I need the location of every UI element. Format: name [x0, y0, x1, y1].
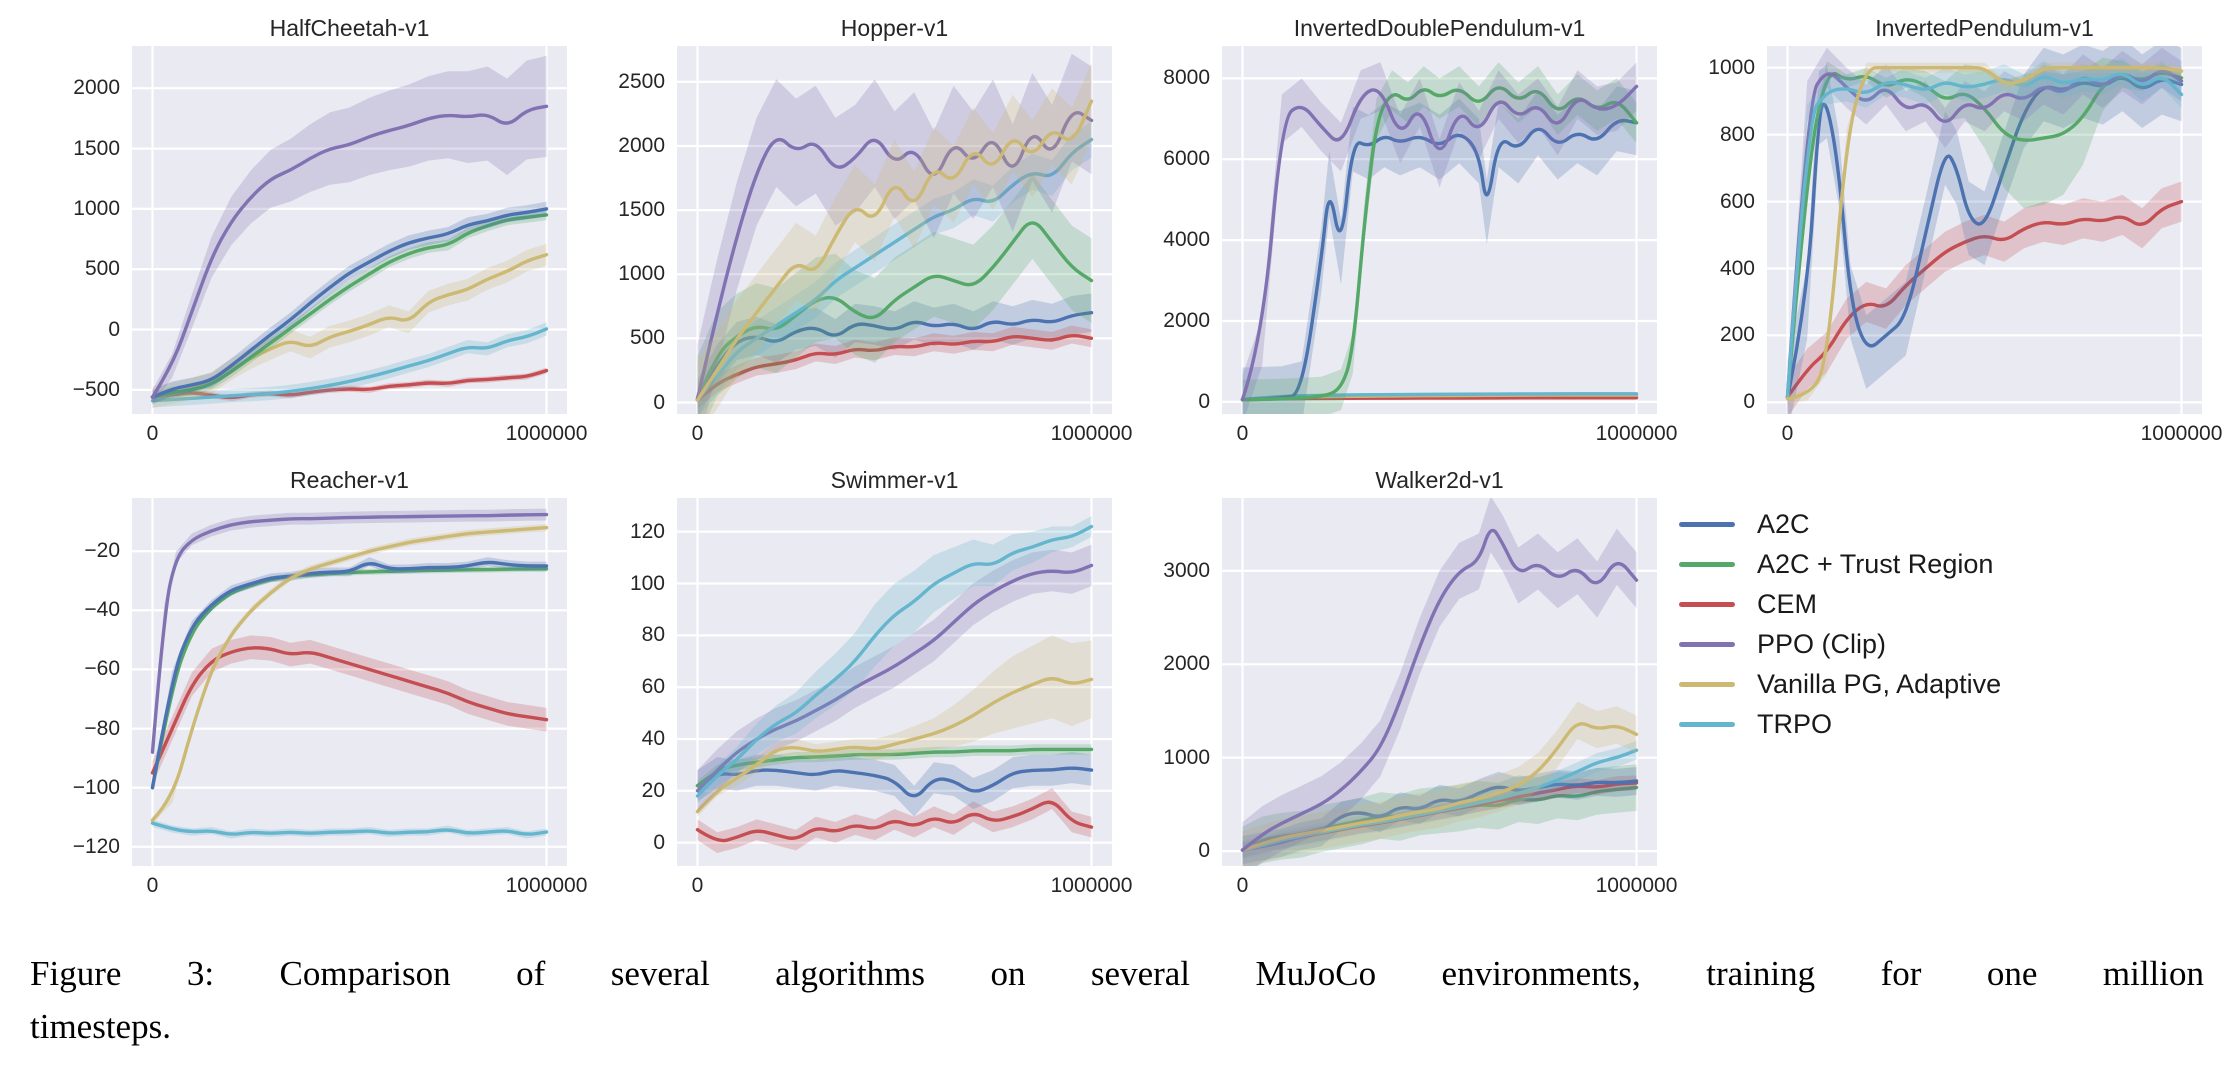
y-tick-label: 0: [1198, 389, 1210, 413]
x-tick-label: 0: [691, 422, 704, 445]
y-tick-label: 2000: [1163, 652, 1210, 676]
legend-item-trpo: [1679, 704, 2208, 744]
y-tick-label: 60: [641, 675, 665, 699]
a2c-line-swatch-icon: [1679, 522, 1735, 527]
legend-label-a2c_tr: A2C + Trust Region: [1757, 548, 1994, 579]
legend-label-vanilla: Vanilla PG, Adaptive: [1757, 668, 2002, 699]
band-ppo: [153, 509, 547, 758]
legend: [1663, 462, 2208, 914]
y-tick-label: 0: [108, 317, 120, 341]
y-tick-label: 3000: [1163, 558, 1210, 582]
legend-label-cem: CEM: [1757, 588, 1817, 619]
chart-hopper: [573, 10, 1133, 462]
y-tick-label: −20: [84, 539, 120, 563]
plot-area-invertedpendulum: [1767, 46, 2202, 414]
x-tick-label: 0: [146, 422, 159, 445]
plot-area-hopper: [677, 46, 1112, 414]
legend-item-cem: [1679, 584, 2208, 624]
chart-title-reacher: Reacher-v1: [290, 467, 409, 493]
band-cem: [153, 635, 547, 784]
y-tick-label: 0: [1198, 839, 1210, 863]
chart-inverteddoublependulum: [1118, 10, 1678, 462]
cem-line-swatch-icon: [1679, 602, 1735, 607]
chart-walker2d: [1118, 462, 1678, 914]
figure-caption: [30, 948, 2204, 1053]
band-a2c: [153, 202, 547, 405]
x-tick-label: 0: [1781, 422, 1794, 445]
x-tick-label: 0: [1236, 422, 1249, 445]
x-tick-label: 1000000: [1050, 874, 1133, 897]
y-tick-label: 500: [84, 257, 120, 281]
y-tick-label: 80: [641, 623, 665, 647]
caption-line-2: timesteps.: [30, 1006, 171, 1046]
x-tick-label: 1000000: [505, 874, 588, 897]
chart-plot-region-walker2d: [1118, 498, 1678, 897]
x-tick-label: 1000000: [505, 422, 588, 445]
chart-title-halfcheetah: HalfCheetah-v1: [269, 15, 430, 41]
chart-halfcheetah: [28, 10, 588, 462]
chart-title-walker2d: Walker2d-v1: [1375, 467, 1504, 493]
y-tick-label: −60: [84, 657, 120, 681]
y-tick-label: 2000: [618, 134, 665, 157]
a2c_tr-line-swatch-icon: [1679, 562, 1735, 567]
plot-area-halfcheetah: [132, 46, 567, 414]
band-trpo: [153, 820, 547, 839]
plot-area-swimmer: [677, 498, 1112, 866]
y-tick-label: 4000: [1163, 228, 1210, 252]
y-tick-label: 1000: [73, 196, 120, 220]
plot-area-inverteddoublependulum: [1222, 46, 1657, 414]
y-tick-label: 800: [1719, 122, 1755, 146]
legend-label-a2c: A2C: [1757, 508, 1810, 539]
vanilla-line-swatch-icon: [1679, 682, 1735, 687]
x-tick-label: 1000000: [1595, 874, 1678, 897]
y-tick-label: 1000: [1163, 745, 1210, 769]
y-tick-label: −100: [72, 775, 120, 799]
x-tick-label: 1000000: [2140, 422, 2223, 445]
legend-label-ppo: PPO (Clip): [1757, 628, 1887, 659]
x-tick-label: 0: [1236, 874, 1249, 897]
chart-plot-region-reacher: [28, 498, 588, 897]
band-a2c_tr: [153, 566, 547, 791]
y-tick-label: 1500: [73, 136, 120, 160]
chart-title-invertedpendulum: InvertedPendulum-v1: [1875, 15, 2094, 41]
y-tick-label: 2000: [73, 76, 120, 100]
y-tick-label: 400: [1719, 256, 1755, 280]
y-tick-label: 1500: [618, 198, 665, 222]
x-tick-label: 0: [146, 874, 159, 897]
y-tick-label: 0: [1743, 390, 1755, 414]
legend-item-a2c_tr: [1679, 544, 2208, 584]
legend-label-trpo: TRPO: [1757, 708, 1833, 739]
chart-plot-region-inverteddoublependulum: [1118, 46, 1678, 445]
y-tick-label: −500: [72, 377, 120, 401]
y-tick-label: 0: [653, 390, 665, 414]
y-tick-label: −40: [84, 598, 120, 622]
y-tick-label: 2000: [1163, 309, 1210, 332]
chart-plot-region-swimmer: [573, 498, 1133, 897]
x-tick-label: 1000000: [1595, 422, 1678, 445]
y-tick-label: 200: [1719, 323, 1755, 347]
chart-swimmer: [573, 462, 1133, 914]
ppo-line-swatch-icon: [1679, 642, 1735, 647]
chart-plot-region-invertedpendulum: [1663, 46, 2223, 445]
chart-plot-region-hopper: [573, 46, 1133, 445]
chart-invertedpendulum: [1663, 10, 2223, 462]
trpo-line-swatch-icon: [1679, 722, 1735, 727]
x-tick-label: 1000000: [1050, 422, 1133, 445]
y-tick-label: 600: [1719, 189, 1755, 213]
y-tick-label: 100: [629, 571, 665, 595]
y-tick-label: 20: [641, 778, 665, 802]
y-tick-label: −80: [84, 716, 120, 740]
y-tick-label: −120: [72, 834, 120, 858]
legend-item-ppo: [1679, 624, 2208, 664]
chart-title-swimmer: Swimmer-v1: [830, 467, 959, 493]
x-tick-label: 0: [691, 874, 704, 897]
y-tick-label: 1000: [618, 262, 665, 286]
y-tick-label: 500: [629, 326, 665, 350]
y-tick-label: 1000: [1708, 55, 1755, 79]
plot-area-reacher: [132, 498, 567, 866]
y-tick-label: 2500: [618, 69, 665, 93]
legend-item-vanilla: [1679, 664, 2208, 704]
y-tick-label: 0: [653, 830, 665, 854]
caption-line-1: Figure 3: Comparison of several algorithms on several MuJoCo environments, training for one million: [30, 954, 2204, 993]
y-tick-label: 8000: [1163, 66, 1210, 90]
chart-title-inverteddoublependulum: InvertedDoublePendulum-v1: [1293, 15, 1586, 41]
chart-title-hopper: Hopper-v1: [840, 15, 949, 41]
plot-area-walker2d: [1222, 498, 1657, 866]
chart-reacher: [28, 462, 588, 914]
y-tick-label: 120: [629, 519, 665, 543]
legend-item-a2c: [1679, 504, 2208, 544]
y-tick-label: 40: [641, 727, 665, 750]
chart-plot-region-halfcheetah: [28, 46, 588, 445]
y-tick-label: 6000: [1163, 147, 1210, 171]
